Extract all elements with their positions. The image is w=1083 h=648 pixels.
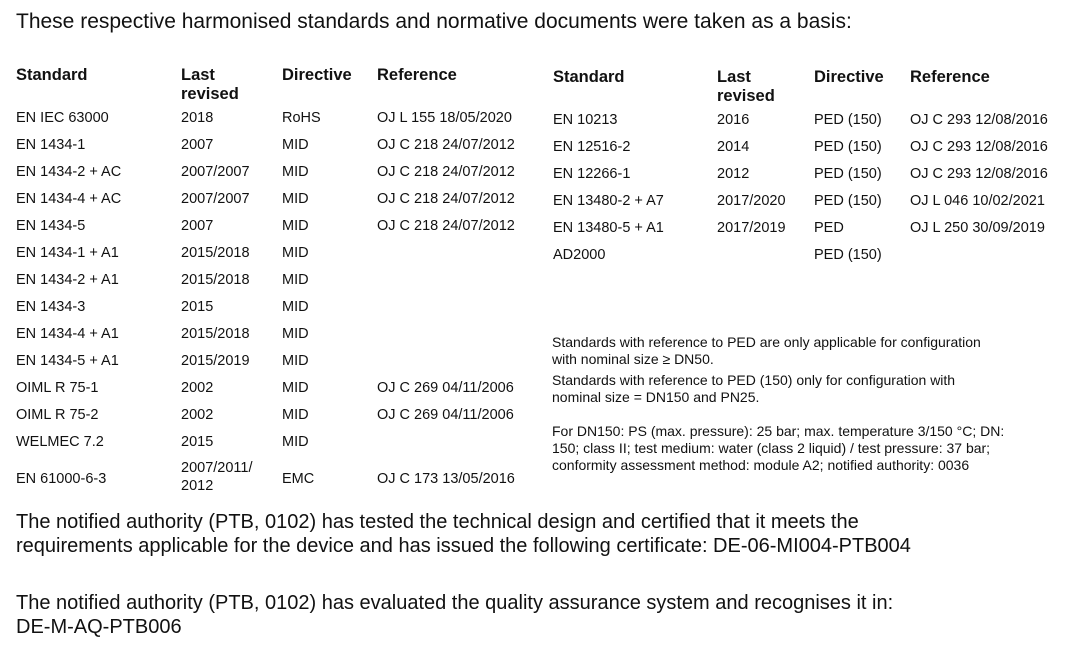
directive-cell: MID xyxy=(282,272,309,288)
revised-cell: 2015/2018 xyxy=(181,326,250,342)
table-row xyxy=(553,245,1082,272)
reference-cell: OJ C 218 24/07/2012 xyxy=(377,218,515,234)
revised-cell: 2007/2007 xyxy=(181,164,250,180)
revised-cell: 2007/2011/ 2012 xyxy=(181,460,253,494)
directive-cell: PED xyxy=(814,220,844,236)
table-row xyxy=(16,432,547,459)
col-header-last-revised: Last revised xyxy=(717,68,775,105)
standard-cell: EN 12516-2 xyxy=(553,139,631,155)
directive-cell: MID xyxy=(282,380,309,396)
standard-cell: EN 1434-5 + A1 xyxy=(16,353,119,369)
standard-cell: EN 1434-5 xyxy=(16,218,86,234)
revised-cell xyxy=(717,245,814,272)
revised-cell: 2015 xyxy=(181,299,214,315)
standard-cell: EN 1434-3 xyxy=(16,299,86,315)
table-row xyxy=(16,324,547,351)
table-row xyxy=(16,459,547,497)
directive-cell: PED (150) xyxy=(814,247,882,263)
directive-cell: EMC xyxy=(282,470,315,487)
revised-cell: 2012 xyxy=(717,166,750,182)
page-heading: These respective harmonised standards and normative documents were taken as a basis: xyxy=(16,10,852,33)
table-row xyxy=(16,189,547,216)
standard-cell: EN 61000-6-3 xyxy=(16,470,107,487)
table-header-row xyxy=(553,68,1082,110)
directive-cell: MID xyxy=(282,326,309,342)
directive-cell: MID xyxy=(282,245,309,261)
revised-cell: 2016 xyxy=(717,112,750,128)
directive-cell: PED (150) xyxy=(814,139,882,155)
standard-cell: EN 1434-4 + AC xyxy=(16,191,122,207)
reference-cell xyxy=(377,243,547,270)
revised-cell: 2007/2007 xyxy=(181,191,250,207)
note-ped150-applicability: Standards with reference to PED (150) only for configuration with nominal size = DN150 and PN25. xyxy=(552,372,956,405)
table-row xyxy=(553,137,1082,164)
revised-cell: 2018 xyxy=(181,110,214,126)
reference-cell xyxy=(377,297,547,324)
reference-cell: OJ C 218 24/07/2012 xyxy=(377,137,515,153)
reference-cell: OJ L 250 30/09/2019 xyxy=(910,220,1045,236)
reference-cell: OJ C 218 24/07/2012 xyxy=(377,191,515,207)
revised-cell: 2017/2019 xyxy=(717,220,786,236)
directive-cell: MID xyxy=(282,434,309,450)
standard-cell: EN 1434-4 + A1 xyxy=(16,326,119,342)
note-dn150-specs: For DN150: PS (max. pressure): 25 bar; max. temperature 3/150 °C; DN: 150; class II; test medium: water (class 2 liquid) / test pressure: 37 bar; conformity assessment method: module A2; notified authority: 0036 xyxy=(552,423,1005,473)
reference-cell xyxy=(377,324,547,351)
standard-cell: OIML R 75-2 xyxy=(16,407,99,423)
standard-cell: EN 10213 xyxy=(553,112,618,128)
table-row xyxy=(553,110,1082,137)
col-header-directive: Directive xyxy=(814,68,884,86)
col-header-directive: Directive xyxy=(282,66,352,84)
right-standards-table xyxy=(553,68,1082,272)
directive-cell: MID xyxy=(282,218,309,234)
table-row xyxy=(16,243,547,270)
revised-cell: 2017/2020 xyxy=(717,193,786,209)
directive-cell: MID xyxy=(282,407,309,423)
directive-cell: MID xyxy=(282,191,309,207)
reference-cell: OJ C 293 12/08/2016 xyxy=(910,112,1048,128)
table-row xyxy=(16,378,547,405)
table-row xyxy=(16,135,547,162)
standard-cell: EN 1434-1 + A1 xyxy=(16,245,119,261)
standard-cell: EN IEC 63000 xyxy=(16,110,109,126)
directive-cell: PED (150) xyxy=(814,193,882,209)
standard-cell: WELMEC 7.2 xyxy=(16,434,104,450)
standard-cell: EN 13480-2 + A7 xyxy=(553,193,664,209)
revised-cell: 2015 xyxy=(181,434,214,450)
table-row xyxy=(553,191,1082,218)
directive-cell: MID xyxy=(282,137,309,153)
revised-cell: 2015/2018 xyxy=(181,272,250,288)
revised-cell: 2002 xyxy=(181,380,214,396)
directive-cell: PED (150) xyxy=(814,166,882,182)
reference-cell: OJ C 269 04/11/2006 xyxy=(377,407,514,423)
standard-cell: AD2000 xyxy=(553,247,606,263)
reference-cell: OJ L 155 18/05/2020 xyxy=(377,110,512,126)
revised-cell: 2007 xyxy=(181,218,214,234)
standard-cell: EN 1434-1 xyxy=(16,137,86,153)
directive-cell: MID xyxy=(282,299,309,315)
reference-cell xyxy=(377,432,547,459)
table-header-row xyxy=(16,66,547,108)
reference-cell: OJ L 046 10/02/2021 xyxy=(910,193,1045,209)
directive-cell: PED (150) xyxy=(814,112,882,128)
revised-cell: 2014 xyxy=(717,139,750,155)
reference-cell: OJ C 293 12/08/2016 xyxy=(910,139,1048,155)
table-row xyxy=(16,270,547,297)
col-header-reference: Reference xyxy=(910,68,990,86)
revised-cell: 2015/2019 xyxy=(181,353,250,369)
reference-cell xyxy=(377,351,547,378)
table-row xyxy=(553,164,1082,191)
reference-cell: OJ C 269 04/11/2006 xyxy=(377,380,514,396)
table-row xyxy=(16,405,547,432)
standard-cell: EN 12266-1 xyxy=(553,166,631,182)
standard-cell: EN 1434-2 + AC xyxy=(16,164,122,180)
table-row xyxy=(553,218,1082,245)
reference-cell: OJ C 218 24/07/2012 xyxy=(377,164,515,180)
left-standards-table xyxy=(16,66,547,497)
reference-cell xyxy=(377,270,547,297)
table-row xyxy=(16,108,547,135)
standard-cell: OIML R 75-1 xyxy=(16,380,99,396)
col-header-last-revised: Last revised xyxy=(181,66,239,103)
directive-cell: MID xyxy=(282,353,309,369)
col-header-standard: Standard xyxy=(16,66,88,84)
table-row xyxy=(16,216,547,243)
table-row xyxy=(16,162,547,189)
design-certificate-paragraph: The notified authority (PTB, 0102) has tested the technical design and certified that it meets the requirements applicable for the device and has issued the following certificate: DE-06-MI004-PTB004 xyxy=(16,511,911,557)
reference-cell xyxy=(910,245,1082,272)
reference-cell: OJ C 293 12/08/2016 xyxy=(910,166,1048,182)
directive-cell: RoHS xyxy=(282,110,321,126)
quality-assurance-paragraph: The notified authority (PTB, 0102) has evaluated the quality assurance system and recognises it in: DE-M-AQ-PTB006 xyxy=(16,592,894,638)
directive-cell: MID xyxy=(282,164,309,180)
revised-cell: 2015/2018 xyxy=(181,245,250,261)
col-header-reference: Reference xyxy=(377,66,457,84)
table-row xyxy=(16,297,547,324)
standard-cell: EN 1434-2 + A1 xyxy=(16,272,119,288)
table-row xyxy=(16,351,547,378)
standard-cell: EN 13480-5 + A1 xyxy=(553,220,664,236)
note-ped-applicability: Standards with reference to PED are only applicable for configuration with nominal size ≥ DN50. xyxy=(552,334,981,367)
col-header-standard: Standard xyxy=(553,68,625,86)
revised-cell: 2002 xyxy=(181,407,214,423)
reference-cell: OJ C 173 13/05/2016 xyxy=(377,470,515,487)
revised-cell: 2007 xyxy=(181,137,214,153)
